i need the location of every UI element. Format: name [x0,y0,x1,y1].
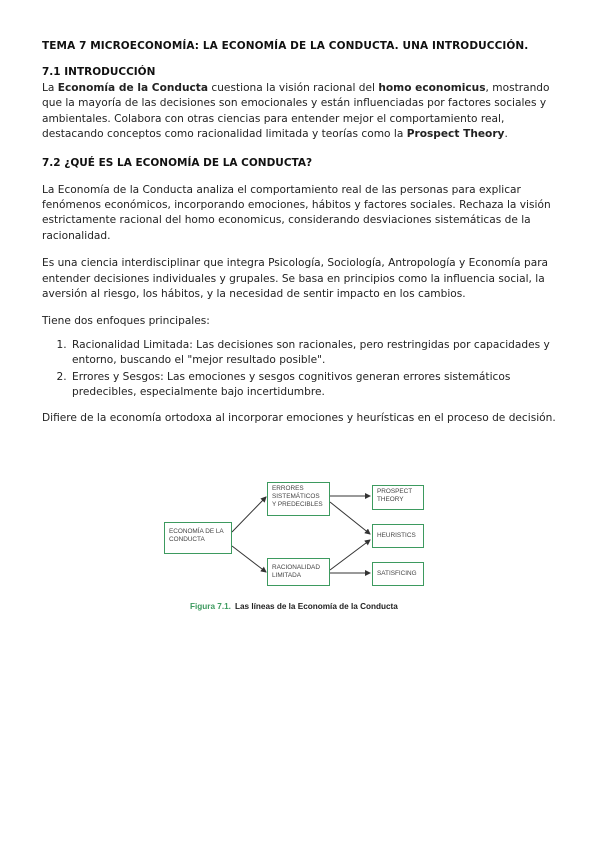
arrow-root-to-errores [232,497,266,532]
list-item: 1. Racionalidad Limitada: Las decisiones son racionales, pero restringidas por capacidades y entorno, buscando el "mejor resultado posible". [70,338,562,369]
document-title: TEMA 7 MICROECONOMÍA: LA ECONOMÍA DE LA CONDUCTA. UNA INTRODUCCIÓN. [42,40,529,52]
figure-caption-text: Las líneas de la Economía de la Conducta [234,602,398,611]
figure-caption-label: Figura 7.1. [190,602,231,611]
paragraph-difiere: Difiere de la economía ortodoxa al incorporar emociones y heurísticas en el proceso de decisión. [42,411,556,424]
enfoques-list [42,338,562,401]
section-heading-que-es: 7.2 ¿QUÉ ES LA ECONOMÍA DE LA CONDUCTA? [42,156,313,169]
node-prospect-theory: PROSPECT THEORY [372,485,424,510]
section-heading-introduccion: 7.1 INTRODUCCIÓN [42,66,156,78]
node-economia-conducta: ECONOMÍA DE LA CONDUCTA [164,522,232,554]
node-satisficing: SATISFICING [372,562,424,586]
arrow-racionalidad-to-heuristics [330,540,370,570]
node-racionalidad: RACIONALIDAD LIMITADA [267,558,330,586]
node-errores: ERRORES SISTEMÁTICOS Y PREDECIBLES [267,482,330,516]
intro-paragraph: La Economía de la Conducta cuestiona la visión racional del homo economicus, mostrando que la mayoría de las decisiones son emocionales y están influenciadas por factores sociales y ambientales. Colabora con otras ciencias para entender mejor el comportamiento real, destacando conceptos como racionalidad limitada y teorías como la Prospect Theory. [42,82,550,141]
paragraph-definition: La Economía de la Conducta analiza el comportamiento real de las personas para explicar fenómenos económicos, incorporando emociones, hábitos y factores sociales. Rechaza la visión estrictamente racional del homo economicus, considerando desviaciones sistemáticas de la racionalidad. [42,183,551,242]
document-page [42,40,562,438]
paragraph-interdisciplinar: Es una ciencia interdisciplinar que integra Psicología, Sociología, Antropología y Economía para entender decisiones individuales y grupales. Se basa en principios como la influencia social, la aversión al riesgo, los hábitos, y la necesidad de sentir impacto en los cambios. [42,257,549,301]
figure-diagram [162,480,424,620]
paragraph-enfoques-intro: Tiene dos enfoques principales: [42,315,210,328]
node-heuristics: HEURISTICS [372,524,424,548]
list-item: 2. Errores y Sesgos: Las emociones y sesgos cognitivos generan errores sistemáticos predecibles, especialmente bajo incertidumbre. [70,370,562,401]
arrow-errores-to-heuristics [330,502,370,534]
figure-caption [190,602,398,611]
arrow-root-to-racionalidad [232,546,266,572]
